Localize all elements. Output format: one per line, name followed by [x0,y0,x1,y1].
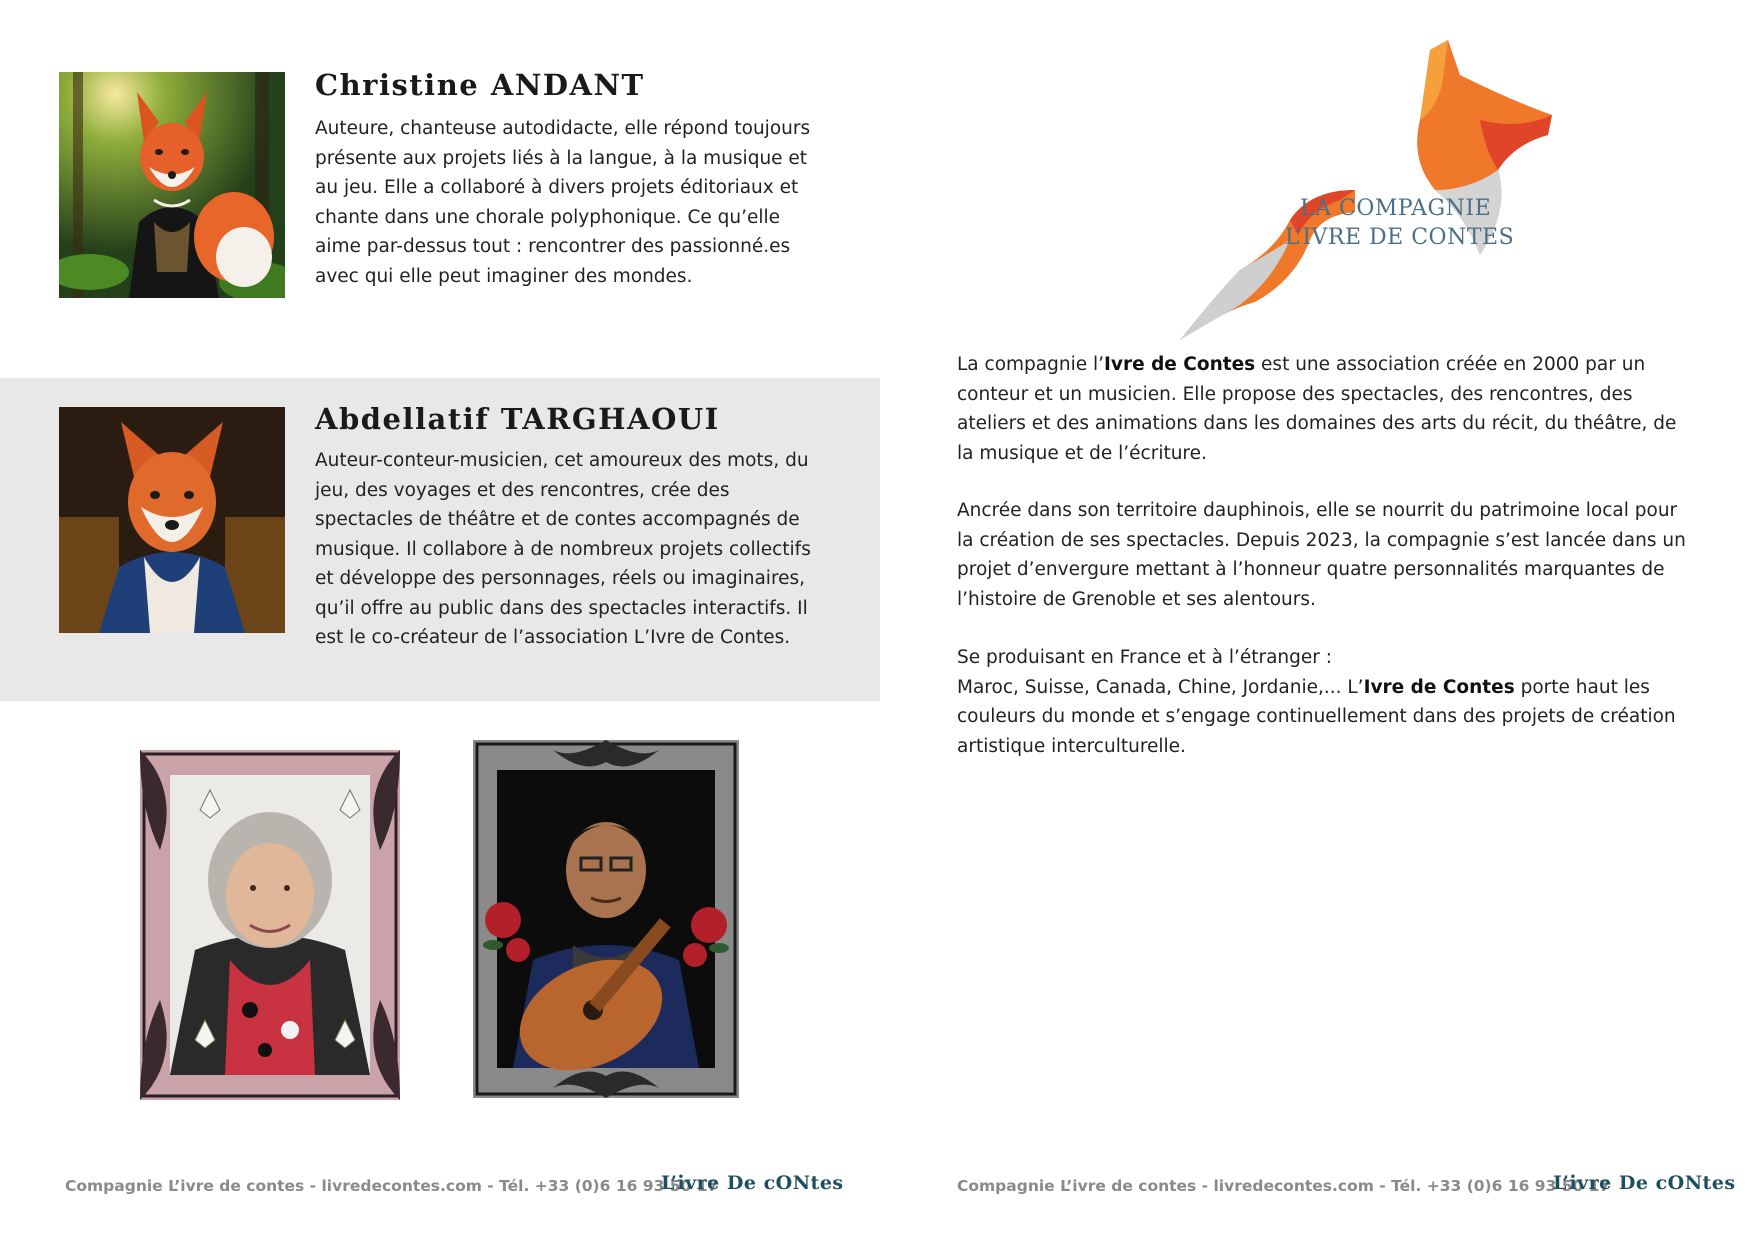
fox-gentleman-portrait [59,407,285,633]
intro-text-end: est une association créée en 2000 par un conteur et un musicien. Elle propose des spectacles, des rencontres, des ateliers et des animations dans les domaines des arts du récit, du théâtre, de la musique et de l’écriture. [957,354,1677,464]
logo-line1: LA COMPAGNIE [1300,196,1492,221]
abdellatif-framed-photo [473,740,739,1098]
territory-paragraph: Ancrée dans son territoire dauphinois, elle se nourrit du patrimoine local pour la création de ses spectacles. Depuis 2023, la compagnie s’est lancée dans un projet d’envergure mettant à l’honneur quatre personnalités marquantes de l’histoire de Grenoble et ses alentours. [957,500,1686,610]
logo-line2: L’IVRE DE CONTES [1285,225,1515,250]
footer-contact-right: Compagnie L’ivre de contes - livredecontes.com - Tél. +33 (0)6 16 93 50 17 [957,1177,1611,1195]
footer-contact-left: Compagnie L’ivre de contes - livredecontes.com - Tél. +33 (0)6 16 93 50 17 [65,1177,719,1195]
international-text-start: Maroc, Suisse, Canada, Chine, Jordanie,... L’ [957,676,1364,698]
bio-text-abdellatif: Auteur-conteur-musicien, cet amoureux des mots, du jeu, des voyages et des rencontres, crée des spectacles de théâtre et de contes accompagnés de musique. Il collabore à de nombreux projets collectifs et développe des personnages, réels ou imaginaires, qu’il offre au public dans des spectacles interactifs. Il est le co-créateur de l’association L’Ivre de Contes. [315,450,811,648]
intro-paragraph [957,350,1687,468]
bio-name-abdellatif: Abdellatif TARGHAOUI [315,402,720,436]
intro-text-start: La compagnie l’ [957,354,1105,375]
footer-logo-left: L’ivre De cONtes [661,1172,844,1194]
international-text-end: porte haut les couleurs du monde et s’engage continuellement dans des projets de création artistique interculturelle. [957,676,1676,757]
intro-company-name: Ivre de Contes [1104,354,1256,375]
international-intro-line: Se produisant en France et à l’étranger : [957,647,1332,668]
footer-logo-right: L’ivre De cONtes [1553,1172,1736,1194]
international-paragraph [957,643,1687,761]
bio-text-christine: Auteure, chanteuse autodidacte, elle répond toujours présente aux projets liés à la langue, à la musique et au jeu. Elle a collaboré à divers projets éditoriaux et chante dans une chorale polyphonique. Ce qu’elle aime par-dessus tout : rencontrer des passionné.es avec qui elle peut imaginer des mondes. [315,118,811,287]
international-company-name: Ivre de Contes [1363,676,1515,698]
fox-lady-portrait [59,72,285,298]
bio-name-christine: Christine ANDANT [315,68,645,102]
company-logo [1180,40,1560,340]
christine-framed-photo [140,750,400,1100]
